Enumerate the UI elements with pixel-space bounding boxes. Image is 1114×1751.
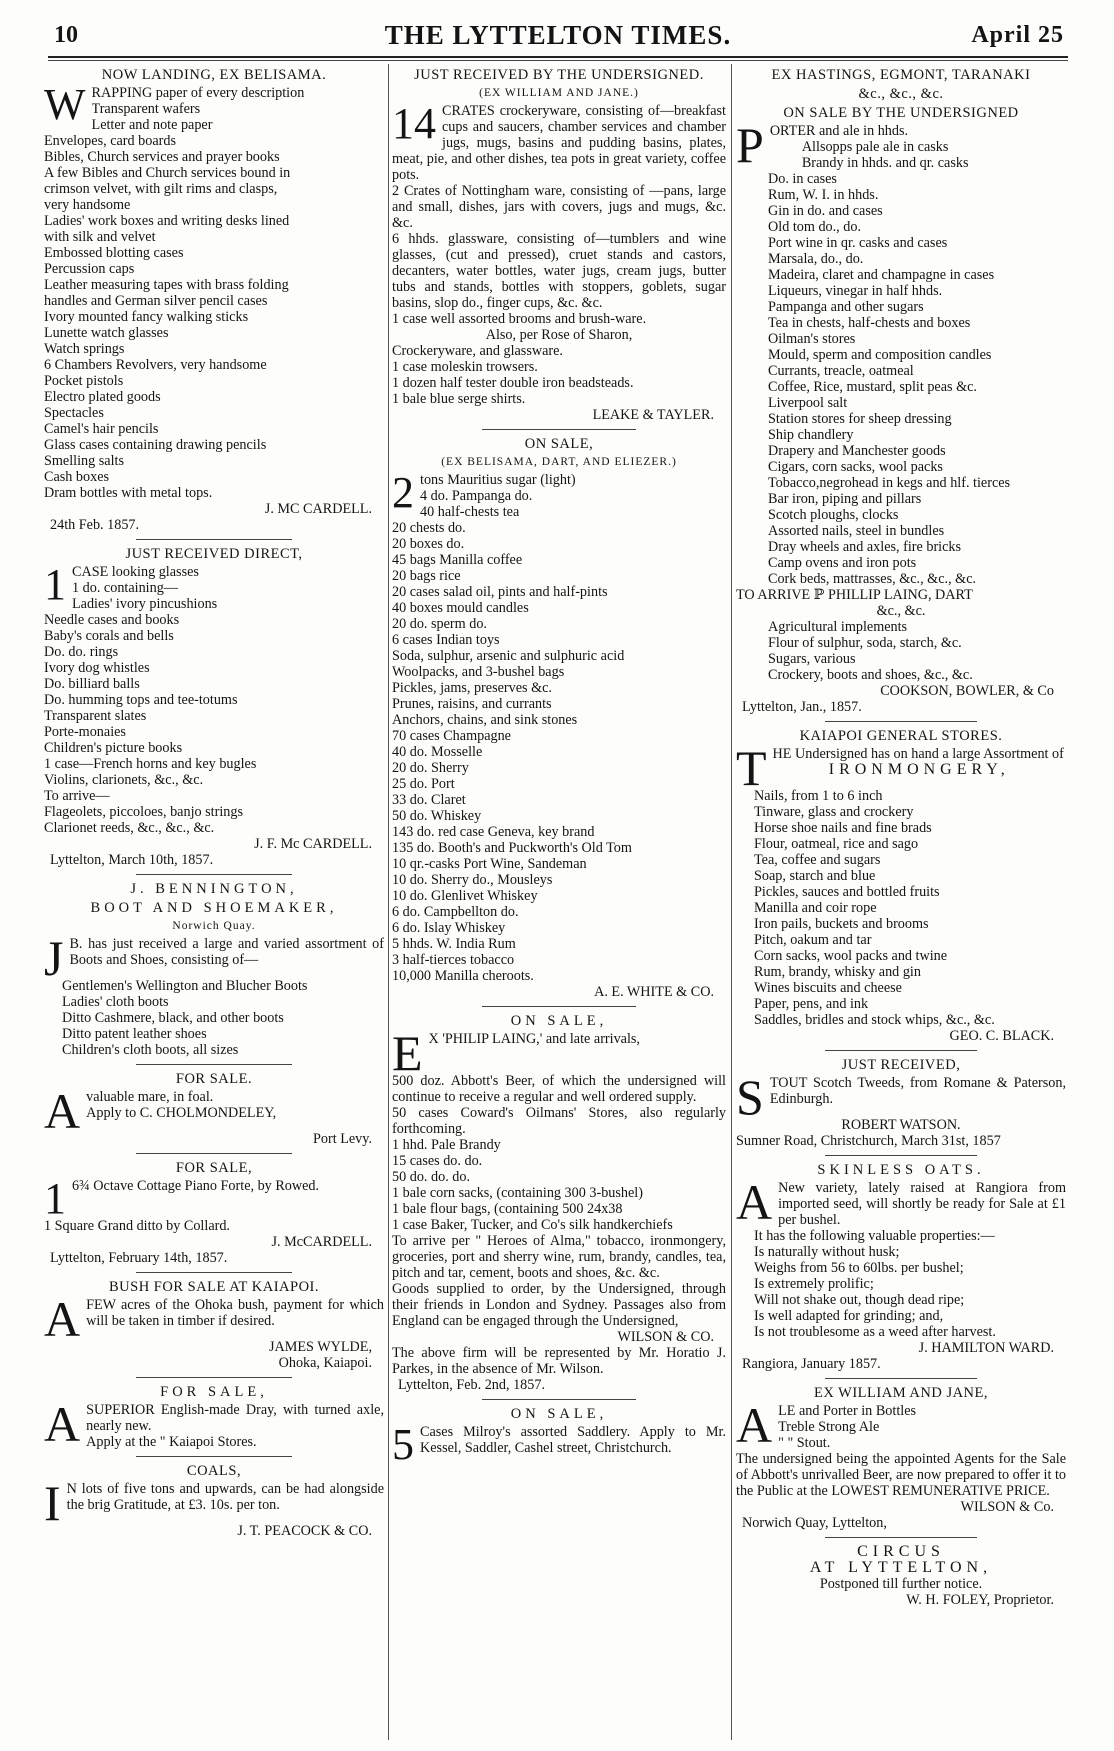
list-item: 40 do. Mosselle <box>392 744 483 760</box>
list-item: Soap, starch and blue <box>754 868 876 884</box>
list-item: Porte-monaies <box>44 724 126 740</box>
list-item: Treble Strong Ale <box>778 1419 880 1435</box>
list-item: Lunette watch glasses <box>44 325 169 341</box>
ad-paragraph: 1 case well assorted brooms and brush-ware. <box>392 311 647 327</box>
list-item: 135 do. Booth's and Puckworth's Old Tom <box>392 840 632 856</box>
list-item: Madeira, claret and champagne in cases <box>768 267 995 283</box>
list-item: " " Stout. <box>778 1435 831 1451</box>
ad-heading: KAIAPOI GENERAL STORES. <box>799 728 1003 744</box>
list-item: Drapery and Manchester goods <box>768 443 946 459</box>
list-item: 20 boxes do. <box>392 536 465 552</box>
list-item: Ladies' ivory pincushions <box>72 596 218 612</box>
drop-cap: 2 <box>392 468 414 517</box>
advertisement-ae-white <box>392 436 726 1000</box>
separator <box>482 1399 636 1400</box>
list-item: 20 do. Sherry <box>392 760 469 776</box>
advertisement-skinless-oats <box>736 1162 1066 1372</box>
list-item: Embossed blotting cases <box>44 245 184 261</box>
ad-heading: FOR SALE, <box>175 1160 253 1176</box>
ad-signature: J. HAMILTON WARD. <box>918 1340 1054 1356</box>
ad-first-line: CASE looking glasses <box>72 564 199 580</box>
ad-heading: ON SALE, <box>524 436 594 452</box>
drop-cap: A <box>736 1174 773 1230</box>
list-item: 1 hhd. Pale Brandy <box>392 1137 501 1153</box>
separator <box>482 1006 636 1007</box>
ad-text: TOUT Scotch Tweeds, from Romane & Paterson, Edinburgh. <box>769 1075 1066 1107</box>
drop-cap: T <box>736 740 767 796</box>
list-item: Transparent slates <box>44 708 147 724</box>
list-item: 50 cases Coward's Oilmans' Stores, also regularly forthcoming. <box>392 1105 726 1137</box>
separator <box>825 721 977 722</box>
ad-paragraph: 6 hhds. glassware, consisting of—tumblers and wine glasses, (cut and pressed), cruet stands and castors, decanters, water bottles, water jugs, cream jugs, butter tubs and stands, bottles with stoppers, goblets, sugar basins, slop do., finger cups, &c. &c. <box>392 231 726 311</box>
item-list <box>392 488 726 984</box>
list-item: Percussion caps <box>44 261 135 277</box>
advertisement-just-received-direct <box>44 546 384 868</box>
list-item: A few Bibles and Church services bound in <box>44 165 291 181</box>
advertisement-ale-porter <box>736 1385 1066 1531</box>
list-item: Is naturally without husk; <box>754 1244 900 1260</box>
list-item: Tea in chests, half-chests and boxes <box>768 315 971 331</box>
ad-date: 24th Feb. 1857. <box>50 517 140 533</box>
list-item: with silk and velvet <box>44 229 156 245</box>
list-item: Pocket pistols <box>44 373 124 389</box>
drop-cap: A <box>44 1291 81 1347</box>
ad-date: Lyttelton, February 14th, 1857. <box>50 1250 228 1266</box>
drop-cap: A <box>44 1396 81 1452</box>
list-item: Station stores for sheep dressing <box>768 411 952 427</box>
list-item: Old tom do., do. <box>768 219 862 235</box>
list-item: Children's picture books <box>44 740 183 756</box>
list-item: Rum, brandy, whisky and gin <box>754 964 921 980</box>
ad-big-word: IRONMONGERY, <box>828 761 1010 778</box>
list-item: crimson velvet, with gilt rims and clasps, <box>44 181 278 197</box>
list-item: Spectacles <box>44 405 104 421</box>
list-item: Liverpool salt <box>768 395 848 411</box>
list-item: Children's cloth boots, all sizes <box>62 1042 239 1058</box>
ad-signature: WILSON & Co. <box>960 1499 1054 1515</box>
list-item: Pampanga and other sugars <box>768 299 924 315</box>
ad-arrive: &c., &c. <box>876 603 926 619</box>
list-item: Bibles, Church services and prayer books <box>44 149 280 165</box>
list-item: Saddles, bridles and stock whips, &c., &c. <box>754 1012 995 1028</box>
list-item: Ditto Cashmere, black, and other boots <box>62 1010 284 1026</box>
drop-cap: A <box>44 1083 81 1139</box>
list-item: Is not troublesome as a weed after harvest. <box>754 1324 996 1340</box>
ad-paragraph: 2 Crates of Nottingham ware, consisting of —pans, large and small, dishes, jars with covers, jugs and mugs, &c. &c. <box>392 183 726 231</box>
ad-heading: AT LYTTELTON, <box>809 1559 993 1576</box>
separator <box>825 1050 977 1051</box>
item-list <box>44 978 384 1058</box>
separator <box>136 1064 292 1065</box>
list-item: Tobacco,negrohead in kegs and hlf. tierces <box>768 475 1011 491</box>
item-list <box>736 788 1066 1028</box>
item-list <box>736 139 1066 587</box>
ad-heading: EX HASTINGS, EGMONT, TARANAKI <box>771 67 1031 83</box>
list-item: Horse shoe nails and fine brads <box>754 820 932 836</box>
list-item: Assorted nails, steel in bundles <box>768 523 945 539</box>
list-item: Cash boxes <box>44 469 110 485</box>
list-item: 15 cases do. do. <box>392 1153 483 1169</box>
list-item: Iron pails, buckets and brooms <box>754 916 929 932</box>
list-item: Rum, W. I. in hhds. <box>768 187 879 203</box>
drop-cap: J <box>44 930 64 986</box>
list-item: Violins, clarionets, &c., &c. <box>44 772 204 788</box>
list-item: Electro plated goods <box>44 389 161 405</box>
list-item: 1 bale corn sacks, (containing 300 3-bushel) <box>392 1185 643 1201</box>
ad-first-line: tons Mauritius sugar (light) <box>420 472 576 488</box>
advertisement-cookson-bowler <box>736 67 1066 715</box>
masthead-rule-thin <box>48 60 1068 61</box>
list-item: 33 do. Claret <box>392 792 466 808</box>
ad-first-line: ORTER and ale in hhds. <box>769 123 909 139</box>
list-item: Port wine in qr. casks and cases <box>768 235 948 251</box>
advertisement-coals <box>44 1463 384 1539</box>
list-item: Coffee, Rice, mustard, split peas &c. <box>768 379 977 395</box>
list-item: Camp ovens and iron pots <box>768 555 917 571</box>
list-item: Cigars, corn sacks, wool packs <box>768 459 943 475</box>
drop-cap: I <box>44 1475 61 1531</box>
ad-place: Ohoka, Kaiapoi. <box>278 1355 372 1371</box>
list-item: 50 do. do. do. <box>392 1169 471 1185</box>
ad-heading: JUST RECEIVED, <box>841 1057 961 1073</box>
advertisement-wilson-co <box>392 1013 726 1393</box>
ad-signature: J. F. Mc CARDELL. <box>254 836 372 852</box>
list-item: Transparent wafers <box>91 101 201 117</box>
list-item: Sugars, various <box>768 651 856 667</box>
list-item: handles and German silver pencil cases <box>44 293 268 309</box>
list-item: Prunes, raisins, and currants <box>392 696 552 712</box>
separator <box>136 1456 292 1457</box>
list-item: Soda, sulphur, arsenic and sulphuric acid <box>392 648 625 664</box>
ad-date: Lyttelton, Feb. 2nd, 1857. <box>398 1377 545 1393</box>
ad-heading: JUST RECEIVED BY THE UNDERSIGNED. <box>414 67 704 83</box>
list-item: Will not shake out, though dead ripe; <box>754 1292 965 1308</box>
list-item: Wines biscuits and cheese <box>754 980 902 996</box>
ad-text: CRATES crockeryware, consisting of—breakfast cups and saucers, chamber services and chamber jugs, mugs, basins and pudding basins, plates, meat, pie, and other dishes, tea pots in great variety, coffee pots. <box>392 103 726 183</box>
page-number: 10 <box>54 22 78 48</box>
ad-signature: GEO. C. BLACK. <box>949 1028 1054 1044</box>
list-item: Woolpacks, and 3-bushel bags <box>392 664 565 680</box>
drop-cap: A <box>736 1397 773 1453</box>
ad-date: Lyttelton, March 10th, 1857. <box>50 852 214 868</box>
ad-text: HE Undersigned has on hand a large Assortment of <box>772 746 1064 762</box>
ad-heading: J. BENNINGTON, <box>130 881 298 897</box>
list-item: 20 cases salad oil, pints and half-pints <box>392 584 608 600</box>
ad-heading: ON SALE BY THE UNDERSIGNED <box>783 105 1019 121</box>
list-item: 45 bags Manilla coffee <box>392 552 523 568</box>
masthead <box>48 18 1068 58</box>
list-item: Cork beds, mattrasses, &c., &c., &c. <box>768 571 977 587</box>
list-item: Glass cases containing drawing pencils <box>44 437 267 453</box>
list-item: Envelopes, card boards <box>44 133 176 149</box>
issue-date: April 25 <box>971 22 1064 48</box>
ad-line: Apply at the " Kaiapoi Stores. <box>86 1434 257 1450</box>
ad-subheading: (EX WILLIAM AND JANE.) <box>479 87 639 99</box>
list-item: 20 bags rice <box>392 568 461 584</box>
ad-signature: COOKSON, BOWLER, & Co <box>880 683 1054 699</box>
ad-signature: WILSON & CO. <box>617 1329 714 1345</box>
list-item: To arrive— <box>44 788 110 804</box>
masthead-rule <box>48 56 1068 58</box>
list-item: Corn sacks, wool packs and twine <box>754 948 948 964</box>
list-item: Clarionet reeds, &c., &c., &c. <box>44 820 215 836</box>
list-item: Baby's corals and bells <box>44 628 174 644</box>
ad-signature: ROBERT WATSON. <box>841 1117 961 1133</box>
ad-text: FEW acres of the Ohoka bush, payment for which will be taken in timber if desired. <box>86 1297 384 1329</box>
list-item: Smelling salts <box>44 453 125 469</box>
list-item: Brandy in hhds. and qr. casks <box>801 155 969 171</box>
ad-place: Port Levy. <box>313 1131 372 1147</box>
list-item: 40 boxes mould candles <box>392 600 529 616</box>
ad-heading: &c., &c., &c. <box>858 86 944 102</box>
list-item: Watch springs <box>44 341 125 357</box>
list-item: Oilman's stores <box>768 331 856 347</box>
list-item: 3 half-tierces tobacco <box>392 952 515 968</box>
ad-heading: CIRCUS <box>857 1543 945 1560</box>
list-item: Pickles, jams, preserves &c. <box>392 680 552 696</box>
list-item: Crockeryware, and glassware. <box>392 343 563 359</box>
list-item: Liqueurs, vinegar in half hhds. <box>768 283 943 299</box>
list-item: It has the following valuable properties:— <box>754 1228 995 1244</box>
drop-cap: 14 <box>392 99 436 148</box>
ad-date: Lyttelton, Jan., 1857. <box>742 699 862 715</box>
list-item: Nails, from 1 to 6 inch <box>754 788 883 804</box>
list-item: 25 do. Port <box>392 776 455 792</box>
list-item: Mould, sperm and composition candles <box>768 347 992 363</box>
list-item: 10 do. Glenlivet Whiskey <box>392 888 538 904</box>
item-list <box>44 580 384 836</box>
advertisement-bennington <box>44 881 384 1058</box>
ad-arrive: TO ARRIVE ℙ PHILLIP LAING, DART <box>736 587 973 603</box>
list-item: Pickles, sauces and bottled fruits <box>754 884 940 900</box>
list-item: Dray wheels and axles, fire bricks <box>768 539 962 555</box>
list-item: 70 cases Champagne <box>392 728 511 744</box>
drop-cap: 5 <box>392 1420 414 1469</box>
list-item: To arrive per " Heroes of Alma," tobacco, ironmongery, groceries, port and sherry wine, rum, brandy, candles, tea, pitch and tar, cement, boots and shoes, &c. &c. <box>392 1233 726 1281</box>
ad-text: B. has just received a large and varied assortment of Boots and Shoes, consisting of— <box>69 936 384 968</box>
ad-signature: J. T. PEACOCK & CO. <box>237 1523 372 1539</box>
ad-signature: J. McCARDELL. <box>271 1234 372 1250</box>
list-item: 4 do. Pampanga do. <box>420 488 533 504</box>
list-item: Do. do. rings <box>44 644 119 660</box>
drop-cap: 1 <box>44 560 66 609</box>
list-item: 6 do. Campbellton do. <box>392 904 519 920</box>
list-item: 40 half-chests tea <box>420 504 520 520</box>
ad-text: The undersigned being the appointed Agents for the Sale of Abbott's unrivalled Beer, are now prepared to offer it to the Public at the LOWEST REMUNERATIVE PRICE. <box>736 1451 1066 1499</box>
list-item: Allsopps pale ale in casks <box>801 139 949 155</box>
list-item: Scotch ploughs, clocks <box>768 507 899 523</box>
list-item: Marsala, do., do. <box>768 251 864 267</box>
ad-line: Postponed till further notice. <box>819 1576 983 1592</box>
ad-heading: BUSH FOR SALE AT KAIAPOI. <box>108 1279 320 1295</box>
separator <box>136 539 292 540</box>
item-list <box>44 1089 384 1121</box>
item-list <box>736 619 1066 683</box>
list-item: 20 do. sperm do. <box>392 616 487 632</box>
ad-heading: COALS, <box>186 1463 242 1479</box>
item-list <box>736 1397 1066 1453</box>
list-item: Anchors, chains, and sink stones <box>392 712 578 728</box>
list-item: Do. in cases <box>768 171 837 187</box>
list-item: Camel's hair pencils <box>44 421 159 437</box>
ad-signature: J. MC CARDELL. <box>264 501 372 517</box>
list-item: 6 do. Islay Whiskey <box>392 920 506 936</box>
list-item: Gentlemen's Wellington and Blucher Boots <box>62 978 308 994</box>
list-item: 20 chests do. <box>392 520 466 536</box>
ad-heading: ON SALE, <box>510 1406 608 1422</box>
ad-heading: ON SALE, <box>510 1013 608 1029</box>
column-divider <box>731 64 732 1740</box>
list-item: 500 doz. Abbott's Beer, of which the undersigned will continue to receive a regular and well ordered supply. <box>392 1073 726 1105</box>
list-item: Ivory mounted fancy walking sticks <box>44 309 249 325</box>
list-item: Weighs from 56 to 60lbs. per bushel; <box>754 1260 964 1276</box>
ad-signature: A. E. WHITE & CO. <box>594 984 714 1000</box>
list-item: Leather measuring tapes with brass folding <box>44 277 289 293</box>
advertisement-piano-for-sale <box>44 1160 384 1266</box>
ad-text: New variety, lately raised at Rangiora from imported seed, will shortly be ready for Sale at £1 per bushel. <box>778 1180 1066 1228</box>
advertisement-belisama <box>44 67 384 533</box>
advertisement-robert-watson <box>736 1057 1066 1149</box>
ad-note: The above firm will be represented by Mr. Horatio J. Parkes, in the absence of Mr. Wilson. <box>392 1345 726 1377</box>
drop-cap: 1 <box>44 1174 66 1223</box>
separator <box>136 1153 292 1154</box>
column-divider <box>388 64 389 1740</box>
column-2 <box>392 64 726 1740</box>
list-item: Flageolets, piccoloes, banjo strings <box>44 804 243 820</box>
list-item: Ivory dog whistles <box>44 660 150 676</box>
ad-also: Also, per Rose of Sharon, <box>485 327 633 343</box>
list-item: Paper, pens, and ink <box>754 996 869 1012</box>
list-item: Agricultural implements <box>768 619 908 635</box>
column-3 <box>736 64 1066 1740</box>
list-item: Letter and note paper <box>91 117 213 133</box>
list-item: 1 case moleskin trowsers. <box>392 359 538 375</box>
ad-date: Sumner Road, Christchurch, March 31st, 1857 <box>736 1133 1001 1149</box>
list-item: Gin in do. and cases <box>768 203 883 219</box>
list-item: 1 bale flour bags, (containing 500 24x38 <box>392 1201 623 1217</box>
list-item: LE and Porter in Bottles <box>778 1403 917 1419</box>
list-item: Flour of sulphur, soda, starch, &c. <box>768 635 962 651</box>
ad-signature: W. H. FOLEY, Proprietor. <box>906 1592 1054 1608</box>
list-item: 6 cases Indian toys <box>392 632 500 648</box>
separator <box>136 874 292 875</box>
ad-heading: NOW LANDING, EX BELISAMA. <box>101 67 327 83</box>
ad-heading: FOR SALE, <box>160 1384 268 1400</box>
list-item: Do. billiard balls <box>44 676 140 692</box>
ad-text: X 'PHILIP LAING,' and late arrivals, <box>428 1031 640 1047</box>
list-item: Ditto patent leather shoes <box>62 1026 207 1042</box>
list-item: 1 dozen half tester double iron beadsteads. <box>392 375 634 391</box>
column-1 <box>44 64 384 1740</box>
drop-cap: W <box>44 80 86 129</box>
ad-place: Norwich Quay, Lyttelton, <box>742 1515 887 1531</box>
drop-cap: S <box>736 1069 764 1125</box>
ad-text: 6¾ Octave Cottage Piano Forte, by Rowed. <box>72 1178 320 1194</box>
separator <box>825 1155 977 1156</box>
ad-heading: EX WILLIAM AND JANE, <box>813 1385 989 1401</box>
list-item: Flour, oatmeal, rice and sago <box>754 836 919 852</box>
list-item: 10 qr.-casks Port Wine, Sandeman <box>392 856 587 872</box>
list-item: Do. humming tops and tee-totums <box>44 692 238 708</box>
list-item: Tinware, glass and crockery <box>754 804 914 820</box>
list-item: Goods supplied to order, by the Undersigned, through their friends in London and Sydney. Passages also from England can be engaged through the Undersigned, <box>392 1281 726 1329</box>
advertisement-circus <box>736 1544 1066 1608</box>
list-item: 143 do. red case Geneva, key brand <box>392 824 595 840</box>
separator <box>136 1377 292 1378</box>
list-item: Ship chandlery <box>768 427 854 443</box>
separator <box>825 1378 977 1379</box>
list-item: 10,000 Manilla cheroots. <box>392 968 534 984</box>
ad-subheading: Norwich Quay. <box>172 920 256 932</box>
ad-heading: JUST RECEIVED DIRECT, <box>125 546 303 562</box>
ad-heading: FOR SALE. <box>175 1071 253 1087</box>
separator <box>825 1537 977 1538</box>
list-item: Crockery, boots and shoes, &c., &c. <box>768 667 973 683</box>
advertisement-kaiapoi-stores <box>736 728 1066 1044</box>
list-item: Needle cases and books <box>44 612 180 628</box>
list-item: Manilla and coir rope <box>754 900 877 916</box>
list-item: Bar iron, piping and pillars <box>768 491 922 507</box>
separator <box>482 429 636 430</box>
advertisement-saddlery <box>392 1406 726 1469</box>
item-list <box>736 1228 1066 1340</box>
ad-heading: SKINLESS OATS. <box>817 1162 985 1178</box>
list-item: 1 bale blue serge shirts. <box>392 391 526 407</box>
ad-signature: LEAKE & TAYLER. <box>592 407 714 423</box>
ad-text: SUPERIOR English-made Dray, with turned axle, nearly new. <box>86 1402 384 1434</box>
list-item: Tea, coffee and sugars <box>754 852 881 868</box>
ad-signature: JAMES WYLDE, <box>269 1339 372 1355</box>
list-item: very handsome <box>44 197 131 213</box>
list-item: Currants, treacle, oatmeal <box>768 363 914 379</box>
list-item: 10 do. Sherry do., Mousleys <box>392 872 553 888</box>
drop-cap: P <box>736 117 764 173</box>
ad-heading: BOOT AND SHOEMAKER, <box>90 900 338 916</box>
newspaper-title: THE LYTTELTON TIMES. <box>384 20 732 50</box>
item-list <box>392 1073 726 1329</box>
list-item: Ladies' work boxes and writing desks lined <box>44 213 290 229</box>
list-item: Dram bottles with metal tops. <box>44 485 213 501</box>
list-item: Ladies' cloth boots <box>62 994 169 1010</box>
list-item: Is extremely prolific; <box>754 1276 874 1292</box>
list-item: 1 case—French horns and key bugles <box>44 756 257 772</box>
list-item: valuable mare, in foal. <box>86 1089 214 1105</box>
ad-text: Cases Milroy's assorted Saddlery. Apply to Mr. Kessel, Saddler, Cashel street, Christchurch. <box>420 1424 726 1456</box>
list-item: 5 hhds. W. India Rum <box>392 936 516 952</box>
item-list <box>392 343 726 407</box>
advertisement-mare-for-sale <box>44 1071 384 1147</box>
list-item: Pitch, oakum and tar <box>754 932 872 948</box>
advertisement-leake-tayler <box>392 67 726 423</box>
list-item: Apply to C. CHOLMONDELEY, <box>86 1105 277 1121</box>
list-item: 50 do. Whiskey <box>392 808 482 824</box>
item-list <box>44 101 384 501</box>
ad-date: Rangiora, January 1857. <box>742 1356 881 1372</box>
ad-text: N lots of five tons and upwards, can be had alongside the brig Gratitude, at £3. 10s. per ton. <box>66 1481 384 1513</box>
advertisement-bush-for-sale <box>44 1279 384 1371</box>
list-item: 6 Chambers Revolvers, very handsome <box>44 357 267 373</box>
ad-subheading: (EX BELISAMA, DART, AND ELIEZER.) <box>441 456 677 468</box>
ad-first-line: RAPPING paper of every description <box>91 85 305 101</box>
drop-cap: E <box>392 1025 423 1081</box>
separator <box>136 1272 292 1273</box>
list-item: Is well adapted for grinding; and, <box>754 1308 944 1324</box>
ad-line: 1 Square Grand ditto by Collard. <box>44 1218 230 1234</box>
advertisement-dray-for-sale <box>44 1384 384 1450</box>
list-item: 1 do. containing— <box>72 580 178 596</box>
list-item: 1 case Baker, Tucker, and Co's silk handkerchiefs <box>392 1217 673 1233</box>
